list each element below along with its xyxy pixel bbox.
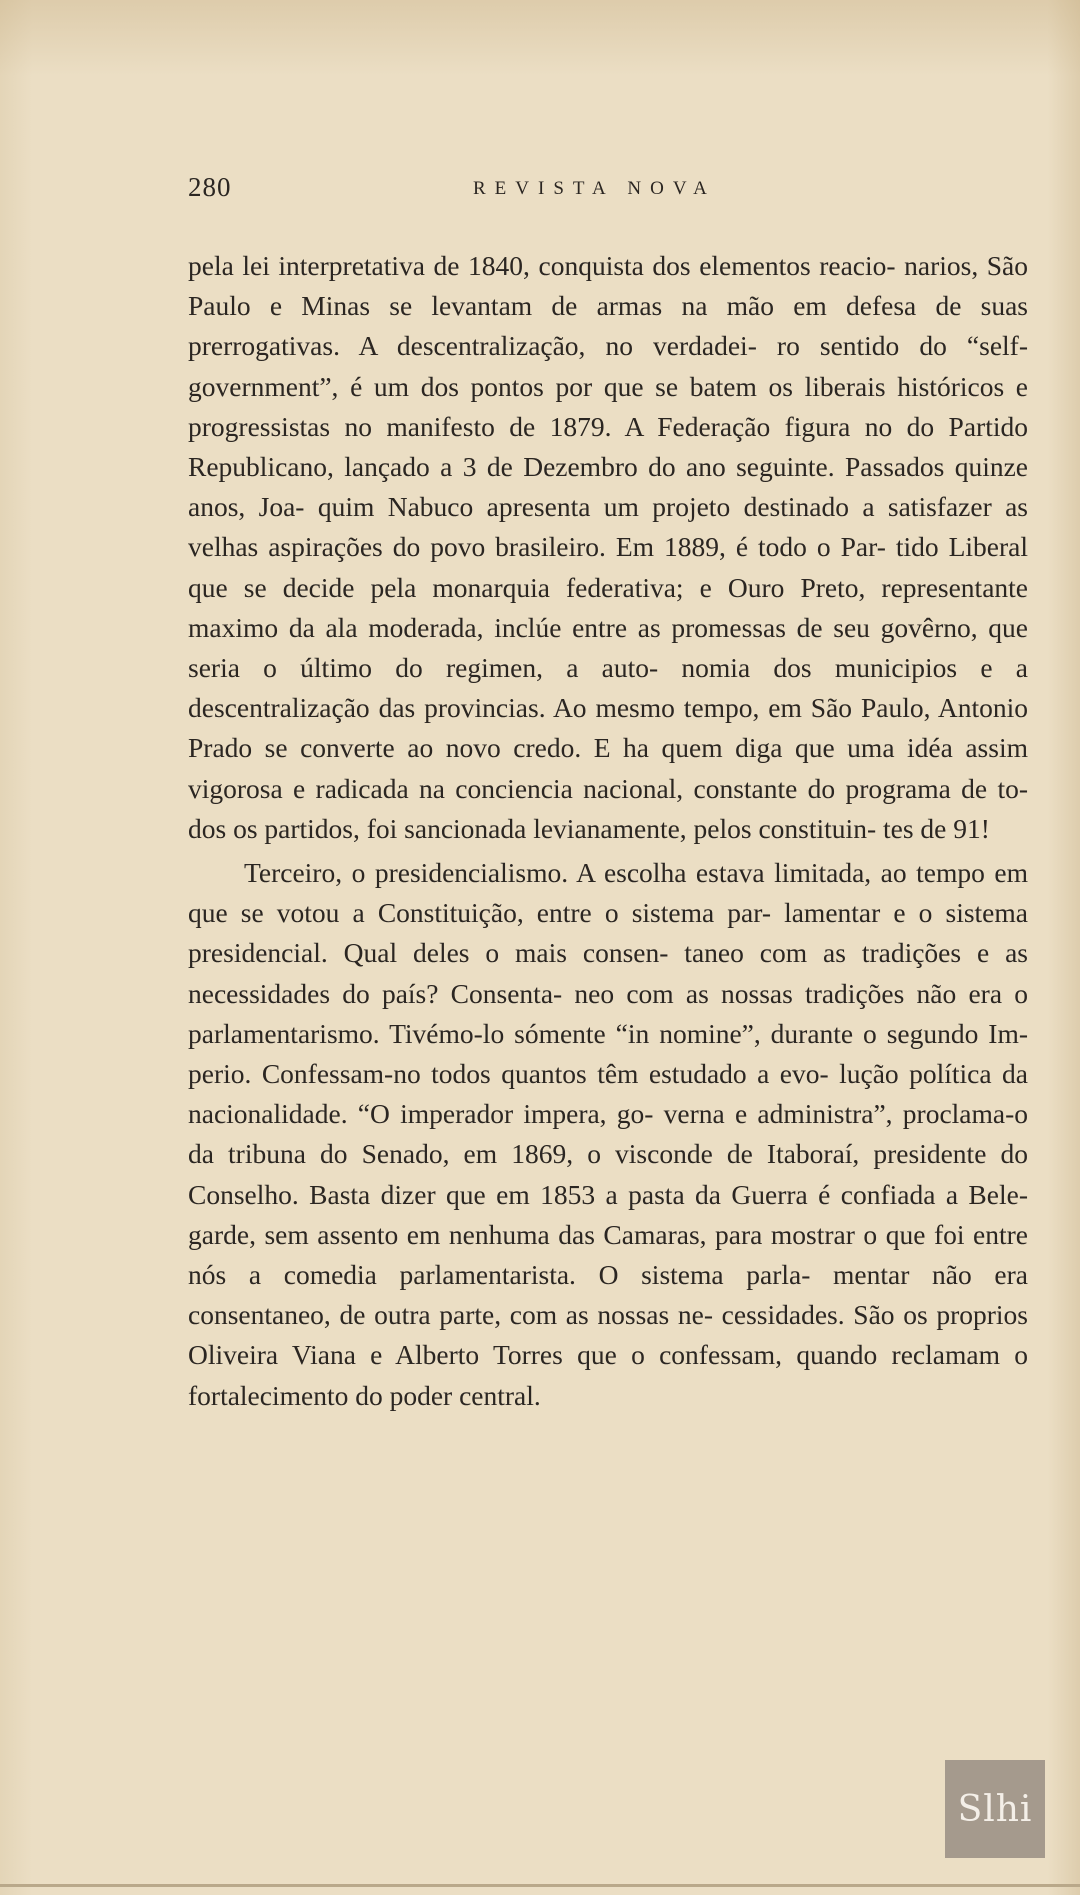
archive-logo bbox=[945, 1760, 1045, 1858]
archive-logo-text: Slhi bbox=[957, 1788, 1033, 1830]
page-bottom-edge bbox=[0, 1884, 1080, 1887]
body-text bbox=[188, 246, 1028, 1416]
running-title: REVISTA NOVA bbox=[473, 178, 716, 199]
page-number: 280 bbox=[188, 172, 232, 202]
page-header bbox=[188, 172, 1038, 212]
paragraph-2: Terceiro, o presidencialismo. A escolha estava limitada, ao tempo em que se votou a Constituição, entre o sistema par- lamentar e o sistema presidencial. Qual deles o mais consen- taneo com as tradições e as necessidades do país? Consenta- neo com as nossas tradições não era o parlamentarismo. Tivémo-lo sómente “in nomine”, durante o segundo Im- perio. Confessam-no todos quantos têm estudado a evo- lução política da nacionalidade. “O imperador impera, go- verna e administra”, proclama-o da tribuna do Senado, em 1869, o visconde de Itaboraí, presidente do Conselho. Basta dizer que em 1853 a pasta da Guerra é confiada a Bele- garde, sem assento em nenhuma das Camaras, para mostrar o que foi entre nós a comedia parlamentarista. O sistema parla- mentar não era consentaneo, de outra parte, com as nossas ne- cessidades. São os proprios Oliveira Viana e Alberto Torres que o confessam, quando reclamam o fortalecimento do poder central. bbox=[188, 857, 1028, 1411]
paragraph-1: pela lei interpretativa de 1840, conquista dos elementos reacio- narios, São Paulo e Minas se levantam de armas na mão em defesa de suas prerrogativas. A descentralização, no verdadei- ro sentido do “self-government”, é um dos pontos por que se batem os liberais históricos e progressistas no manifesto de 1879. A Federação figura no do Partido Republicano, lançado a 3 de Dezembro do ano seguinte. Passados quinze anos, Joa- quim Nabuco apresenta um projeto destinado a satisfazer as velhas aspirações do povo brasileiro. Em 1889, é todo o Par- tido Liberal que se decide pela monarquia federativa; e Ouro Preto, representante maximo da ala moderada, inclúe entre as promessas de seu govêrno, que seria o último do regimen, a auto- nomia dos municipios e a descentralização das provincias. Ao mesmo tempo, em São Paulo, Antonio Prado se converte ao novo credo. E ha quem diga que uma idéa assim vigorosa e radicada na conciencia nacional, constante do programa de to- dos os partidos, foi sancionada levianamente, pelos constituin- tes de 91! bbox=[188, 250, 1028, 844]
